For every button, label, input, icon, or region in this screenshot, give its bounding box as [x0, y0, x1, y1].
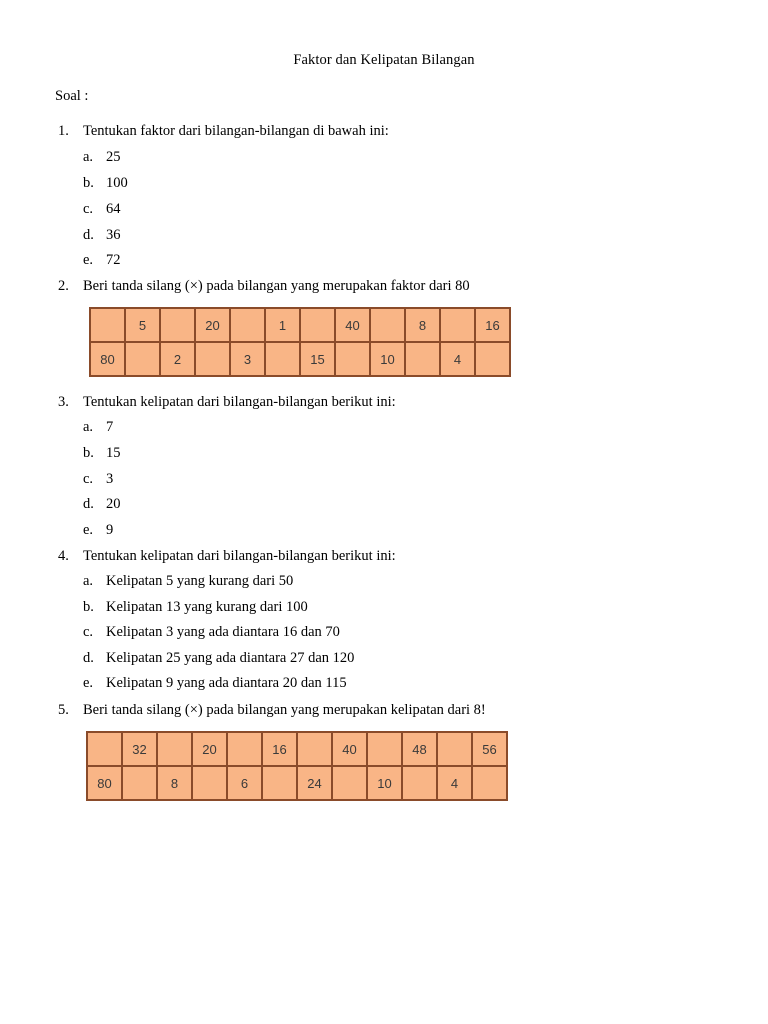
grid-cell[interactable]: 48	[402, 732, 437, 766]
option-text: 100	[106, 175, 128, 191]
grid-cell[interactable]: 20	[192, 732, 227, 766]
grid-cell[interactable]: 6	[227, 766, 262, 800]
grid-cell[interactable]	[160, 308, 195, 342]
grid-cell[interactable]	[125, 342, 160, 376]
grid-cell[interactable]: 5	[125, 308, 160, 342]
grid-row	[90, 308, 510, 342]
option-letter: a.	[83, 419, 94, 435]
option-letter: d.	[83, 650, 94, 666]
grid-cell[interactable]	[300, 308, 335, 342]
option-text: 15	[106, 445, 121, 461]
grid-cell[interactable]: 20	[195, 308, 230, 342]
grid-cell[interactable]: 4	[437, 766, 472, 800]
question-number: 4.	[58, 548, 69, 564]
grid-cell[interactable]: 16	[262, 732, 297, 766]
grid-cell[interactable]	[475, 342, 510, 376]
grid-cell[interactable]	[367, 732, 402, 766]
grid-cell[interactable]	[370, 308, 405, 342]
grid-cell[interactable]: 1	[265, 308, 300, 342]
grid-row	[87, 766, 507, 800]
grid-cell[interactable]	[227, 732, 262, 766]
option-text: 64	[106, 201, 121, 217]
factor-grid	[89, 307, 511, 377]
multiple-grid	[86, 731, 508, 801]
option-letter: c.	[83, 471, 94, 487]
page-title: Faktor dan Kelipatan Bilangan	[293, 52, 475, 68]
option-letter: e.	[83, 675, 94, 691]
question-text: Tentukan faktor dari bilangan-bilangan di bawah ini:	[83, 123, 389, 139]
grid-cell[interactable]: 8	[157, 766, 192, 800]
question-number: 3.	[58, 394, 69, 410]
option-text: 9	[106, 522, 114, 538]
grid-cell[interactable]: 32	[122, 732, 157, 766]
grid-cell[interactable]	[437, 732, 472, 766]
option-letter: b.	[83, 445, 94, 461]
grid-cell[interactable]	[265, 342, 300, 376]
option-text: Kelipatan 3 yang ada diantara 16 dan 70	[106, 624, 340, 640]
grid-cell[interactable]	[87, 732, 122, 766]
grid-cell[interactable]	[332, 766, 367, 800]
question-number: 1.	[58, 123, 69, 139]
grid-cell[interactable]	[195, 342, 230, 376]
grid-row	[87, 732, 507, 766]
option-text: 20	[106, 496, 121, 512]
question-text: Tentukan kelipatan dari bilangan-bilangan berikut ini:	[83, 394, 396, 410]
grid-cell[interactable]	[405, 342, 440, 376]
option-letter: d.	[83, 227, 94, 243]
soal-label: Soal :	[55, 88, 89, 104]
option-letter: b.	[83, 175, 94, 191]
option-letter: a.	[83, 149, 94, 165]
option-letter: e.	[83, 252, 94, 268]
grid-cell[interactable]: 2	[160, 342, 195, 376]
grid-cell[interactable]	[230, 308, 265, 342]
grid-row	[90, 342, 510, 376]
grid-cell[interactable]: 16	[475, 308, 510, 342]
option-text: 3	[106, 471, 114, 487]
grid-cell[interactable]: 3	[230, 342, 265, 376]
option-text: Kelipatan 25 yang ada diantara 27 dan 120	[106, 650, 355, 666]
option-letter: c.	[83, 201, 94, 217]
question-text: Tentukan kelipatan dari bilangan-bilangan berikut ini:	[83, 548, 396, 564]
option-text: Kelipatan 9 yang ada diantara 20 dan 115	[106, 675, 347, 691]
grid-cell[interactable]: 40	[335, 308, 370, 342]
grid-cell[interactable]: 24	[297, 766, 332, 800]
grid-cell[interactable]	[472, 766, 507, 800]
question-number: 2.	[58, 278, 69, 294]
question-text: Beri tanda silang (×) pada bilangan yang merupakan faktor dari 80	[83, 278, 470, 294]
grid-cell[interactable]	[335, 342, 370, 376]
option-text: 72	[106, 252, 121, 268]
option-text: Kelipatan 5 yang kurang dari 50	[106, 573, 294, 589]
option-text: 36	[106, 227, 121, 243]
grid-cell[interactable]	[440, 308, 475, 342]
grid-cell[interactable]	[402, 766, 437, 800]
option-text: 7	[106, 419, 114, 435]
option-letter: a.	[83, 573, 94, 589]
option-letter: e.	[83, 522, 94, 538]
grid-cell[interactable]	[297, 732, 332, 766]
grid-cell[interactable]: 80	[87, 766, 122, 800]
grid-cell[interactable]	[90, 308, 125, 342]
grid-cell[interactable]: 56	[472, 732, 507, 766]
grid-cell[interactable]: 80	[90, 342, 125, 376]
grid-cell[interactable]: 8	[405, 308, 440, 342]
question-number: 5.	[58, 702, 69, 718]
option-text: 25	[106, 149, 121, 165]
grid-cell[interactable]	[262, 766, 297, 800]
question-text: Beri tanda silang (×) pada bilangan yang merupakan kelipatan dari 8!	[83, 702, 486, 718]
grid-cell[interactable]: 4	[440, 342, 475, 376]
grid-cell[interactable]	[157, 732, 192, 766]
option-letter: d.	[83, 496, 94, 512]
option-text: Kelipatan 13 yang kurang dari 100	[106, 599, 308, 615]
grid-cell[interactable]: 10	[367, 766, 402, 800]
grid-cell[interactable]: 40	[332, 732, 367, 766]
grid-cell[interactable]: 10	[370, 342, 405, 376]
option-letter: c.	[83, 624, 94, 640]
grid-cell[interactable]	[192, 766, 227, 800]
grid-cell[interactable]	[122, 766, 157, 800]
grid-cell[interactable]: 15	[300, 342, 335, 376]
option-letter: b.	[83, 599, 94, 615]
